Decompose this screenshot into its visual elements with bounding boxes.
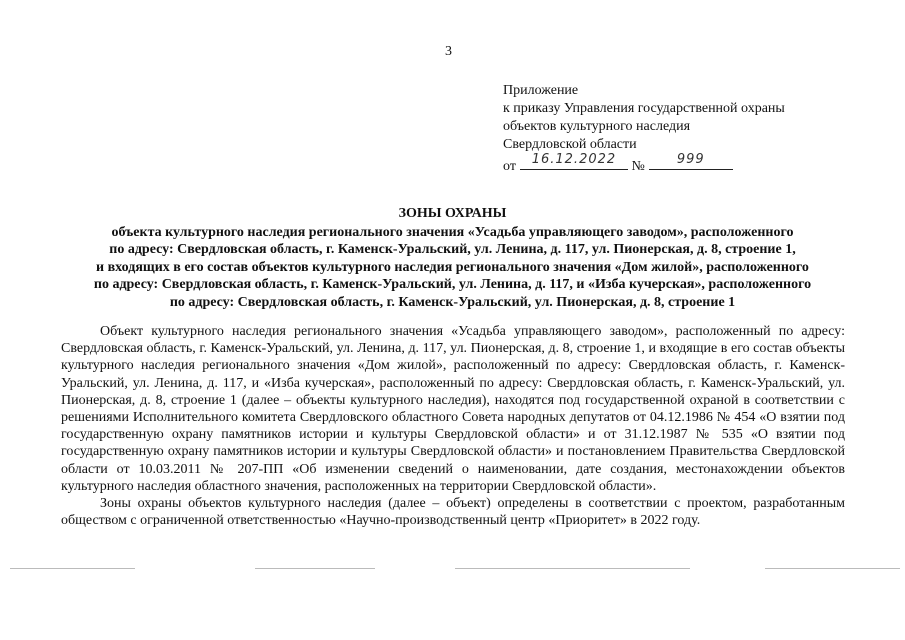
appendix-line: Свердловской области [503, 137, 637, 152]
appendix-line: объектов культурного наследия [503, 119, 691, 134]
title-subtitle-line: по адресу: Свердловская область, г. Каменск-Уральский, ул. Пионерская, д. 8, строение 1 [169, 294, 736, 310]
number-field [649, 154, 733, 170]
title-subtitle-line: по адресу: Свердловская область, г. Каменск-Уральский, ул. Ленина, д. 117, ул. Пионерская, д. 8, строение 1, [109, 242, 796, 257]
body-paragraph: Зоны охраны объектов культурного наследия (далее – объект) определены в соответствии с проектом, разработанным обществом с ограниченной ответственностью «Научно-производственный центр «Приоритет» в 2022 году. [61, 496, 845, 529]
date-handwritten: 16.12.2022 [531, 152, 617, 167]
footer-divider [255, 568, 375, 569]
footer-divider [765, 568, 900, 569]
appendix-date-number-line [503, 154, 785, 176]
document-body [61, 323, 845, 529]
document-title [0, 205, 905, 311]
title-subtitle-line: по адресу: Свердловская область, г. Каменск-Уральский, ул. Ленина, д. 117, и «Изба кучерская», расположенного [93, 277, 812, 292]
title-subtitle-line: и входящих в его состав объектов культурного наследия регионального значения «Дом жилой», расположенного [96, 259, 809, 275]
appendix-line: к приказу Управления государственной охраны [503, 101, 785, 116]
title-main: ЗОНЫ ОХРАНЫ [398, 206, 507, 221]
date-prefix: от [503, 159, 516, 174]
number-handwritten: 999 [676, 152, 705, 167]
appendix-block [503, 82, 785, 176]
number-prefix: № [631, 159, 645, 174]
footer-divider [455, 568, 690, 569]
date-field [520, 154, 628, 170]
appendix-line: Приложение [503, 83, 579, 98]
title-subtitle-line: объекта культурного наследия регионального значения «Усадьба управляющего заводом», расположенного [111, 224, 794, 240]
page-number: 3 [445, 44, 452, 59]
body-paragraph: Объект культурного наследия регионального значения «Усадьба управляющего заводом», расположенный по адресу: Свердловская область, г. Каменск-Уральский, ул. Ленина, д. 117, ул. Пионерская, д. 8, строение 1, и входящие в его состав объекты культурного наследия регионального значения «Дом жилой», расположенный по адресу: Свердловская область, г. Каменск-Уральский, ул. Ленина, д. 117, и «Изба кучерская», расположенный по адресу: Свердловская область, г. Каменск-Уральский, ул. Пионерская, д. 8, строение 1 (далее – объекты культурного наследия), находятся под государственной охраной в соответствии с решениями Исполнительного комитета Свердловского областного Совета народных депутатов от 04.12.1986 № 454 «О взятии под государственную охрану памятников истории и культуры Свердловской области» и от 31.12.1987 № 535 «О взятии под государственную охрану памятников истории и культуры Свердловской области» и постановлением Правительства Свердловской области от 10.03.2011 № 207-ПП «Об изменении сведений о наименовании, дате создания, местонахождении объектов культурного наследия областного значения, расположенных на территории Свердловской области». [61, 324, 845, 494]
footer-divider [10, 568, 135, 569]
